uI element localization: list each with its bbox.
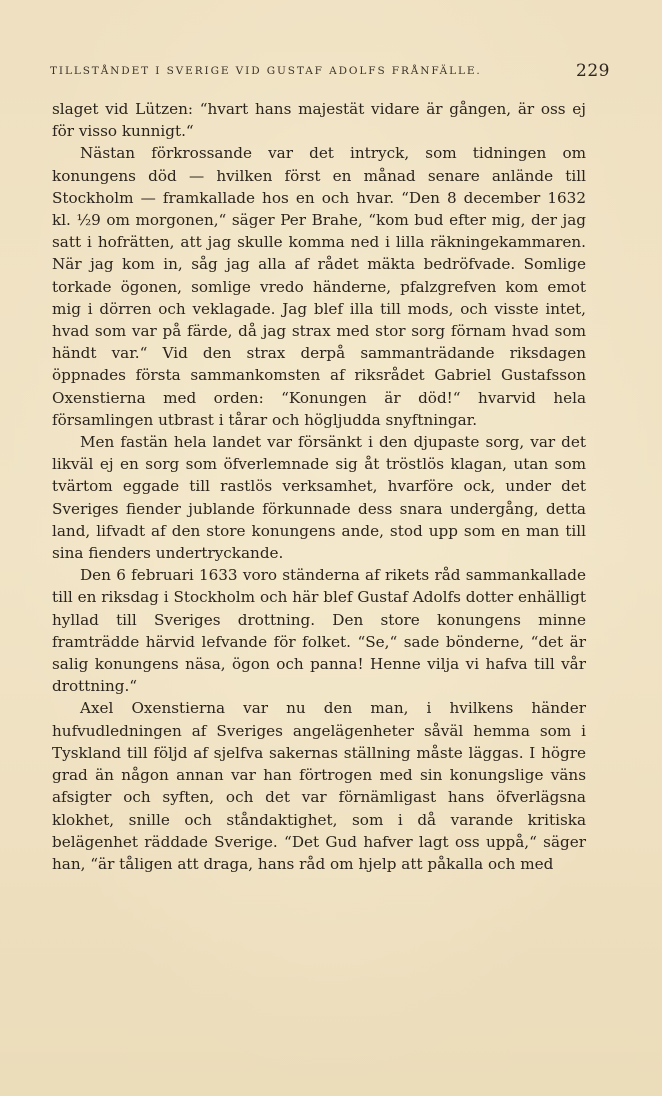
- paragraph-3: Men fastän hela landet var försänkt i den djupaste sorg, var det likväl ej en sorg som öfverlemnade sig åt tröstlös klagan, utan som tvärtom eggade till rastlös verksamhet, hvarföre ock, under det Sveriges fiender jublande förkunnade dess snara undergång, detta land, lifvadt af den store konungens ande, stod upp som en man till sina fienders undertryckande.: [52, 433, 586, 563]
- paragraph-2: Nästan förkrossande var det intryck, som tidningen om konungens död — hvilken först en månad senare anlände till Stockholm — framkallade hos en och hvar. “Den 8 december 1632 kl. ½9 om morgonen,“ säger Per Brahe, “kom bud efter mig, der jag satt i hofrätten, att jag skulle komma ned i lilla räkningekammaren. När jag kom in, såg jag alla af rådet mäkta bedröfvade. Somlige torkade ögonen, somlige vredo händerne, pfalzgrefven kom emot mig i dörren och veklagade. Jag blef illa till mods, och visste intet, hvad som var på färde, då jag strax med stor sorg förnam hvad som händt var.“ Vid den strax derpå sammanträdande riksdagen öppnades första sammankomsten af riksrådet Gabriel Gustafsson Oxenstierna med orden: “Konungen är död!“ hvarvid hela församlingen utbrast i tårar och högljudda snyftningar.: [52, 144, 586, 429]
- paragraph-1: slaget vid Lützen: “hvart hans majestät vidare är gången, är oss ej för visso kunnigt.“: [52, 100, 586, 141]
- paragraph-5: Axel Oxenstierna var nu den man, i hvilkens händer hufvudledningen af Sveriges angelägenheter såväl hemma som i Tyskland till följd af sjelfva sakernas ställning måste läggas. I högre grad än någon annan var han förtrogen med sin konungslige väns afsigter och syften, och det var förnämligast hans öfverlägsna klokhet, snille och ståndaktighet, som i då varande kritiska belägenhet räddade Sverige. “Det Gud hafver lagt oss uppå,“ säger han, “är tåligen att draga, hans råd om hjelp att påkalla och med: [52, 699, 586, 873]
- body-text: [52, 98, 586, 875]
- page-header: [50, 62, 610, 82]
- page-number: 229: [576, 61, 610, 81]
- paragraph-4: Den 6 februari 1633 voro ständerna af rikets råd sammankallade till en riksdag i Stockholm och här blef Gustaf Adolfs dotter enhälligt hyllad till Sveriges drottning. Den store konungens minne framträdde härvid lefvande för folket. “Se,“ sade bönderne, “det är salig konungens näsa, ögon och panna! Henne vilja vi hafva till vår drottning.“: [52, 566, 586, 696]
- running-title: TILLSTÅNDET I SVERIGE VID GUSTAF ADOLFS FRÅNFÄLLE.: [50, 65, 482, 77]
